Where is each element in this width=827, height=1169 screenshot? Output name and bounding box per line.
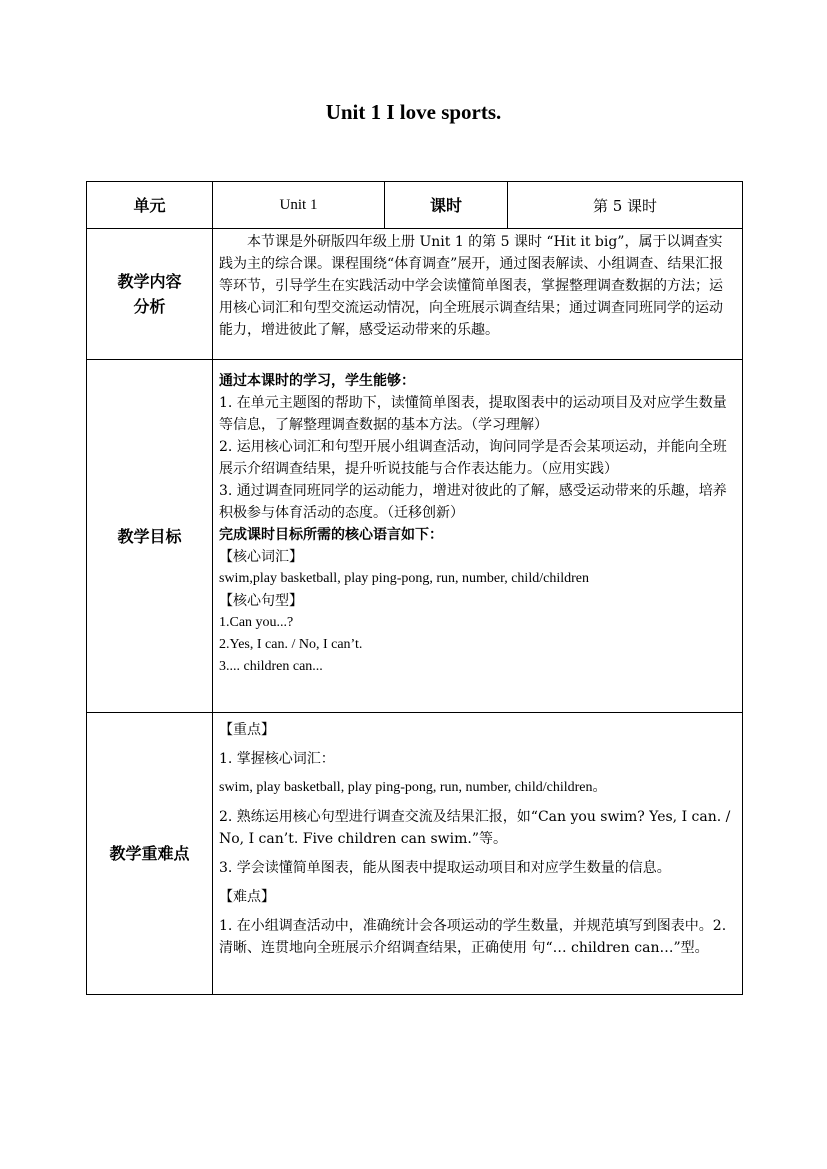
vocab-list: swim,play basketball, play ping-pong, run, number, child/children [219, 571, 589, 586]
difficulty-text: 1. 在小组调查活动中，准确统计会各项运动的学生数量，并规范填写到图表中。2. 清晰、连贯地向全班展示介绍调查结果，正确使用 句“… children can…”型。 [219, 918, 727, 956]
objectives-content [213, 360, 743, 713]
key-points-row [87, 713, 743, 995]
page-title: Unit 1 I love sports. [325, 100, 502, 124]
key-point-3: 3. 学会读懂简单图表，能从图表中提取运动项目和对应学生数量的信息。 [219, 860, 671, 876]
key-heading: 【重点】 [219, 722, 275, 738]
pattern-heading: 【核心句型】 [219, 593, 303, 609]
objectives-row [87, 360, 743, 713]
analysis-label-line1: 教学内容 [117, 272, 182, 291]
key-point-1-words: swim, play basketball, play ping-pong, run, number, child/children。 [219, 780, 607, 795]
key-points-label: 教学重难点 [87, 713, 213, 995]
pattern-3: 3.... children can... [219, 659, 323, 674]
lesson-plan-table [86, 181, 743, 995]
header-row [87, 182, 743, 229]
analysis-label [87, 229, 213, 360]
lesson-value: 第 5 课时 [508, 182, 743, 229]
analysis-row [87, 229, 743, 360]
analysis-text: 本节课是外研版四年级上册 Unit 1 的第 5 课时 “Hit it big”，属于以调查实践为主的综合课。课程围绕“体育调查”展开，通过图表解读、小组调查、结果汇报等环节，引导学生在实践活动中学会读懂简单图表，掌握整理调查数据的方法；运用核心词汇和句型交流运动情况，向全班展示调查结果；通过调查同班同学的运动能力，增进彼此了解，感受运动带来的乐趣。 [219, 234, 724, 338]
objective-item-3: 3. 通过调查同班同学的运动能力，增进对彼此的了解，感受运动带来的乐趣，培养积极参与体育活动的态度。（迁移创新） [219, 483, 727, 521]
key-point-1: 1. 掌握核心词汇： [219, 751, 335, 767]
vocab-heading: 【核心词汇】 [219, 549, 303, 565]
objective-item-2: 2. 运用核心词汇和句型开展小组调查活动，询问同学是否会某项运动，并能向全班展示介绍调查结果，提升听说技能与合作表达能力。（应用实践） [219, 439, 727, 477]
analysis-content [213, 229, 743, 360]
pattern-2: 2.Yes, I can. / No, I can’t. [219, 637, 363, 652]
objectives-label: 教学目标 [87, 360, 213, 713]
unit-label: 单元 [87, 182, 213, 229]
key-point-2: 2. 熟练运用核心句型进行调查交流及结果汇报，如“Can you swim? Yes, I can. / No, I can’t. Five children can swim.”等。 [219, 809, 731, 847]
lesson-label: 课时 [385, 182, 508, 229]
unit-value: Unit 1 [213, 182, 385, 229]
objective-item-1: 1. 在单元主题图的帮助下，读懂简单图表，提取图表中的运动项目及对应学生数量等信息，了解整理调查数据的基本方法。（学习理解） [219, 395, 727, 433]
pattern-1: 1.Can you...? [219, 615, 294, 630]
objectives-intro: 通过本课时的学习，学生能够： [219, 373, 415, 389]
difficulty-heading: 【难点】 [219, 889, 275, 905]
core-language-intro: 完成课时目标所需的核心语言如下： [219, 527, 443, 543]
key-points-content [213, 713, 743, 995]
analysis-label-line2: 分析 [133, 297, 166, 316]
